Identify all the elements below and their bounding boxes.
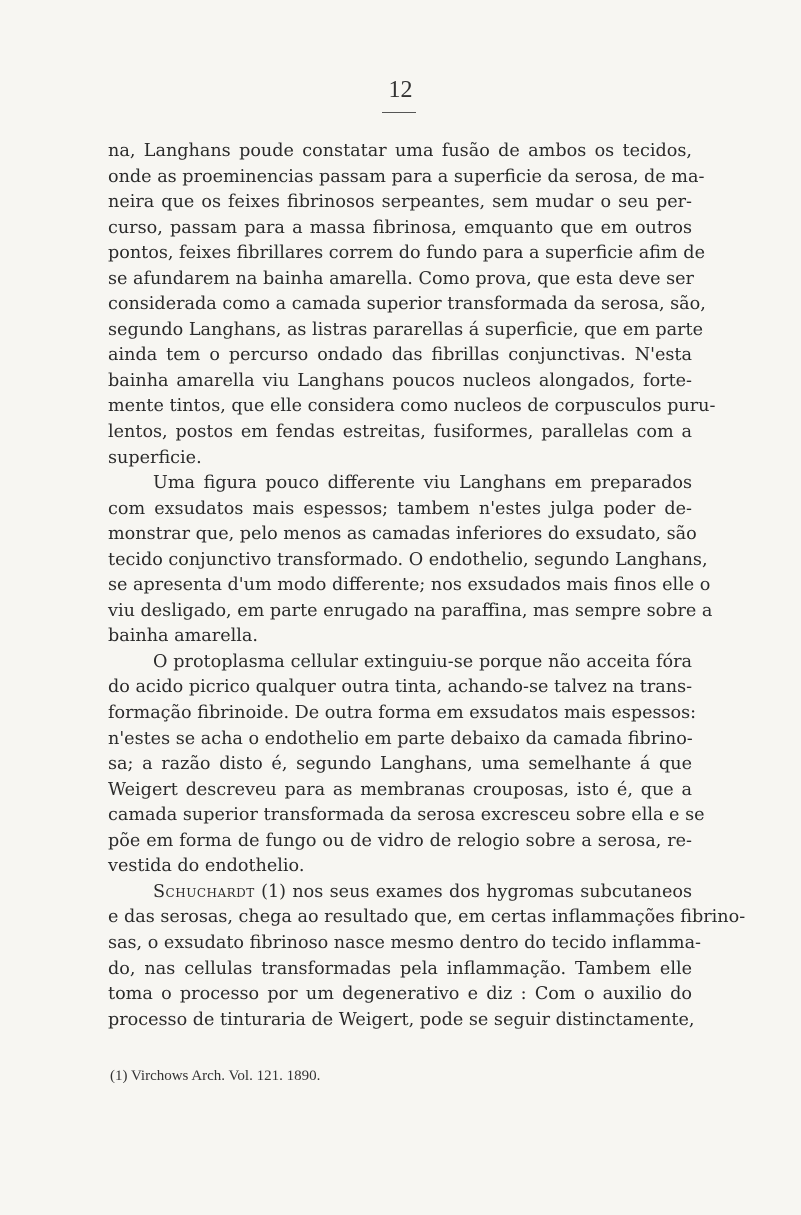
header-rule <box>382 112 416 113</box>
text-line: sa; a razão disto é, segundo Langhans, uma semelhante á que <box>108 754 692 775</box>
text-line: camada superior transformada da serosa excresceu sobre ella e se <box>108 805 705 826</box>
text-line: superficie. <box>108 447 202 468</box>
text-line: bainha amarella. <box>108 626 258 647</box>
text-line: Uma figura pouco differente viu Langhans em preparados <box>153 473 692 494</box>
paragraph-2 <box>108 471 713 650</box>
text-line: curso, passam para a massa fibrinosa, emquanto que em outros <box>108 217 692 238</box>
text-line: do acido picrico qualquer outra tinta, achando-se talvez na trans- <box>108 677 693 698</box>
text-line: onde as proeminencias passam para a superficie da serosa, de ma- <box>108 166 705 187</box>
text-line: pontos, feixes fibrillares correm do fundo para a superficie afim de <box>108 243 705 264</box>
text-line: toma o processo por um degenerativo e diz : Com o auxilio do <box>108 984 692 1005</box>
text-line: considerada como a camada superior transformada da serosa, são, <box>108 294 706 315</box>
author-name: Schuchardt <box>153 881 255 902</box>
text-line: ainda tem o percurso ondado das fibrillas conjunctivas. N'esta <box>108 345 692 366</box>
text-line: formação fibrinoide. De outra forma em exsudatos mais espessos: <box>108 703 697 724</box>
paragraph-4 <box>108 880 746 1033</box>
text-line: e das serosas, chega ao resultado que, em certas inflammações fibrino- <box>108 907 746 928</box>
text-line: se afundarem na bainha amarella. Como prova, que esta deve ser <box>108 268 694 289</box>
text-line: neira que os feixes fibrinosos serpeantes, sem mudar o seu per- <box>108 192 692 213</box>
text-line: viu desligado, em parte enrugado na paraffina, mas sempre sobre a <box>108 600 713 621</box>
paragraph-1 <box>108 139 716 471</box>
text-line: põe em forma de fungo ou de vidro de relogio sobre a serosa, re- <box>108 830 692 851</box>
text-line: tecido conjunctivo transformado. O endothelio, segundo Langhans, <box>108 549 708 570</box>
text-line: na, Langhans poude constatar uma fusão de ambos os tecidos, <box>108 141 692 161</box>
text-line: com exsudatos mais espessos; tambem n'estes julga poder de- <box>108 498 692 519</box>
text-line: n'estes se acha o endothelio em parte debaixo da camada fibrino- <box>108 728 693 749</box>
footnote: (1) Virchows Arch. Vol. 121. 1890. <box>110 1068 321 1084</box>
text-line: O protoplasma cellular extinguiu-se porque não acceita fóra <box>153 651 692 672</box>
text-line: mente tintos, que elle considera como nucleos de corpusculos puru- <box>108 396 716 417</box>
text-line: processo de tinturaria de Weigert, pode se seguir distinctamente, <box>108 1009 695 1030</box>
text-line: segundo Langhans, as listras pararellas á superficie, que em parte <box>108 319 704 340</box>
text-line: monstrar que, pelo menos as camadas inferiores do exsudato, são <box>108 524 697 545</box>
text-line: bainha amarella viu Langhans poucos nucleos alongados, forte- <box>108 370 692 391</box>
text-line: sas, o exsudato fibrinoso nasce mesmo dentro do tecido inflamma- <box>108 932 701 953</box>
text-line: Schuchardt (1) nos seus exames dos hygromas subcutaneos <box>153 881 692 902</box>
text-line: Weigert descreveu para as membranas crouposas, isto é, que a <box>108 779 692 800</box>
text-line: vestida do endothelio. <box>108 856 305 877</box>
body-text <box>108 139 746 1033</box>
page-number: 12 <box>388 77 413 103</box>
text-line: se apresenta d'um modo differente; nos exsudados mais finos elle o <box>108 575 711 596</box>
paragraph-3 <box>108 650 705 880</box>
text-line: do, nas cellulas transformadas pela inflammação. Tambem elle <box>108 958 692 979</box>
text-line: lentos, postos em fendas estreitas, fusiformes, parallelas com a <box>108 422 692 443</box>
